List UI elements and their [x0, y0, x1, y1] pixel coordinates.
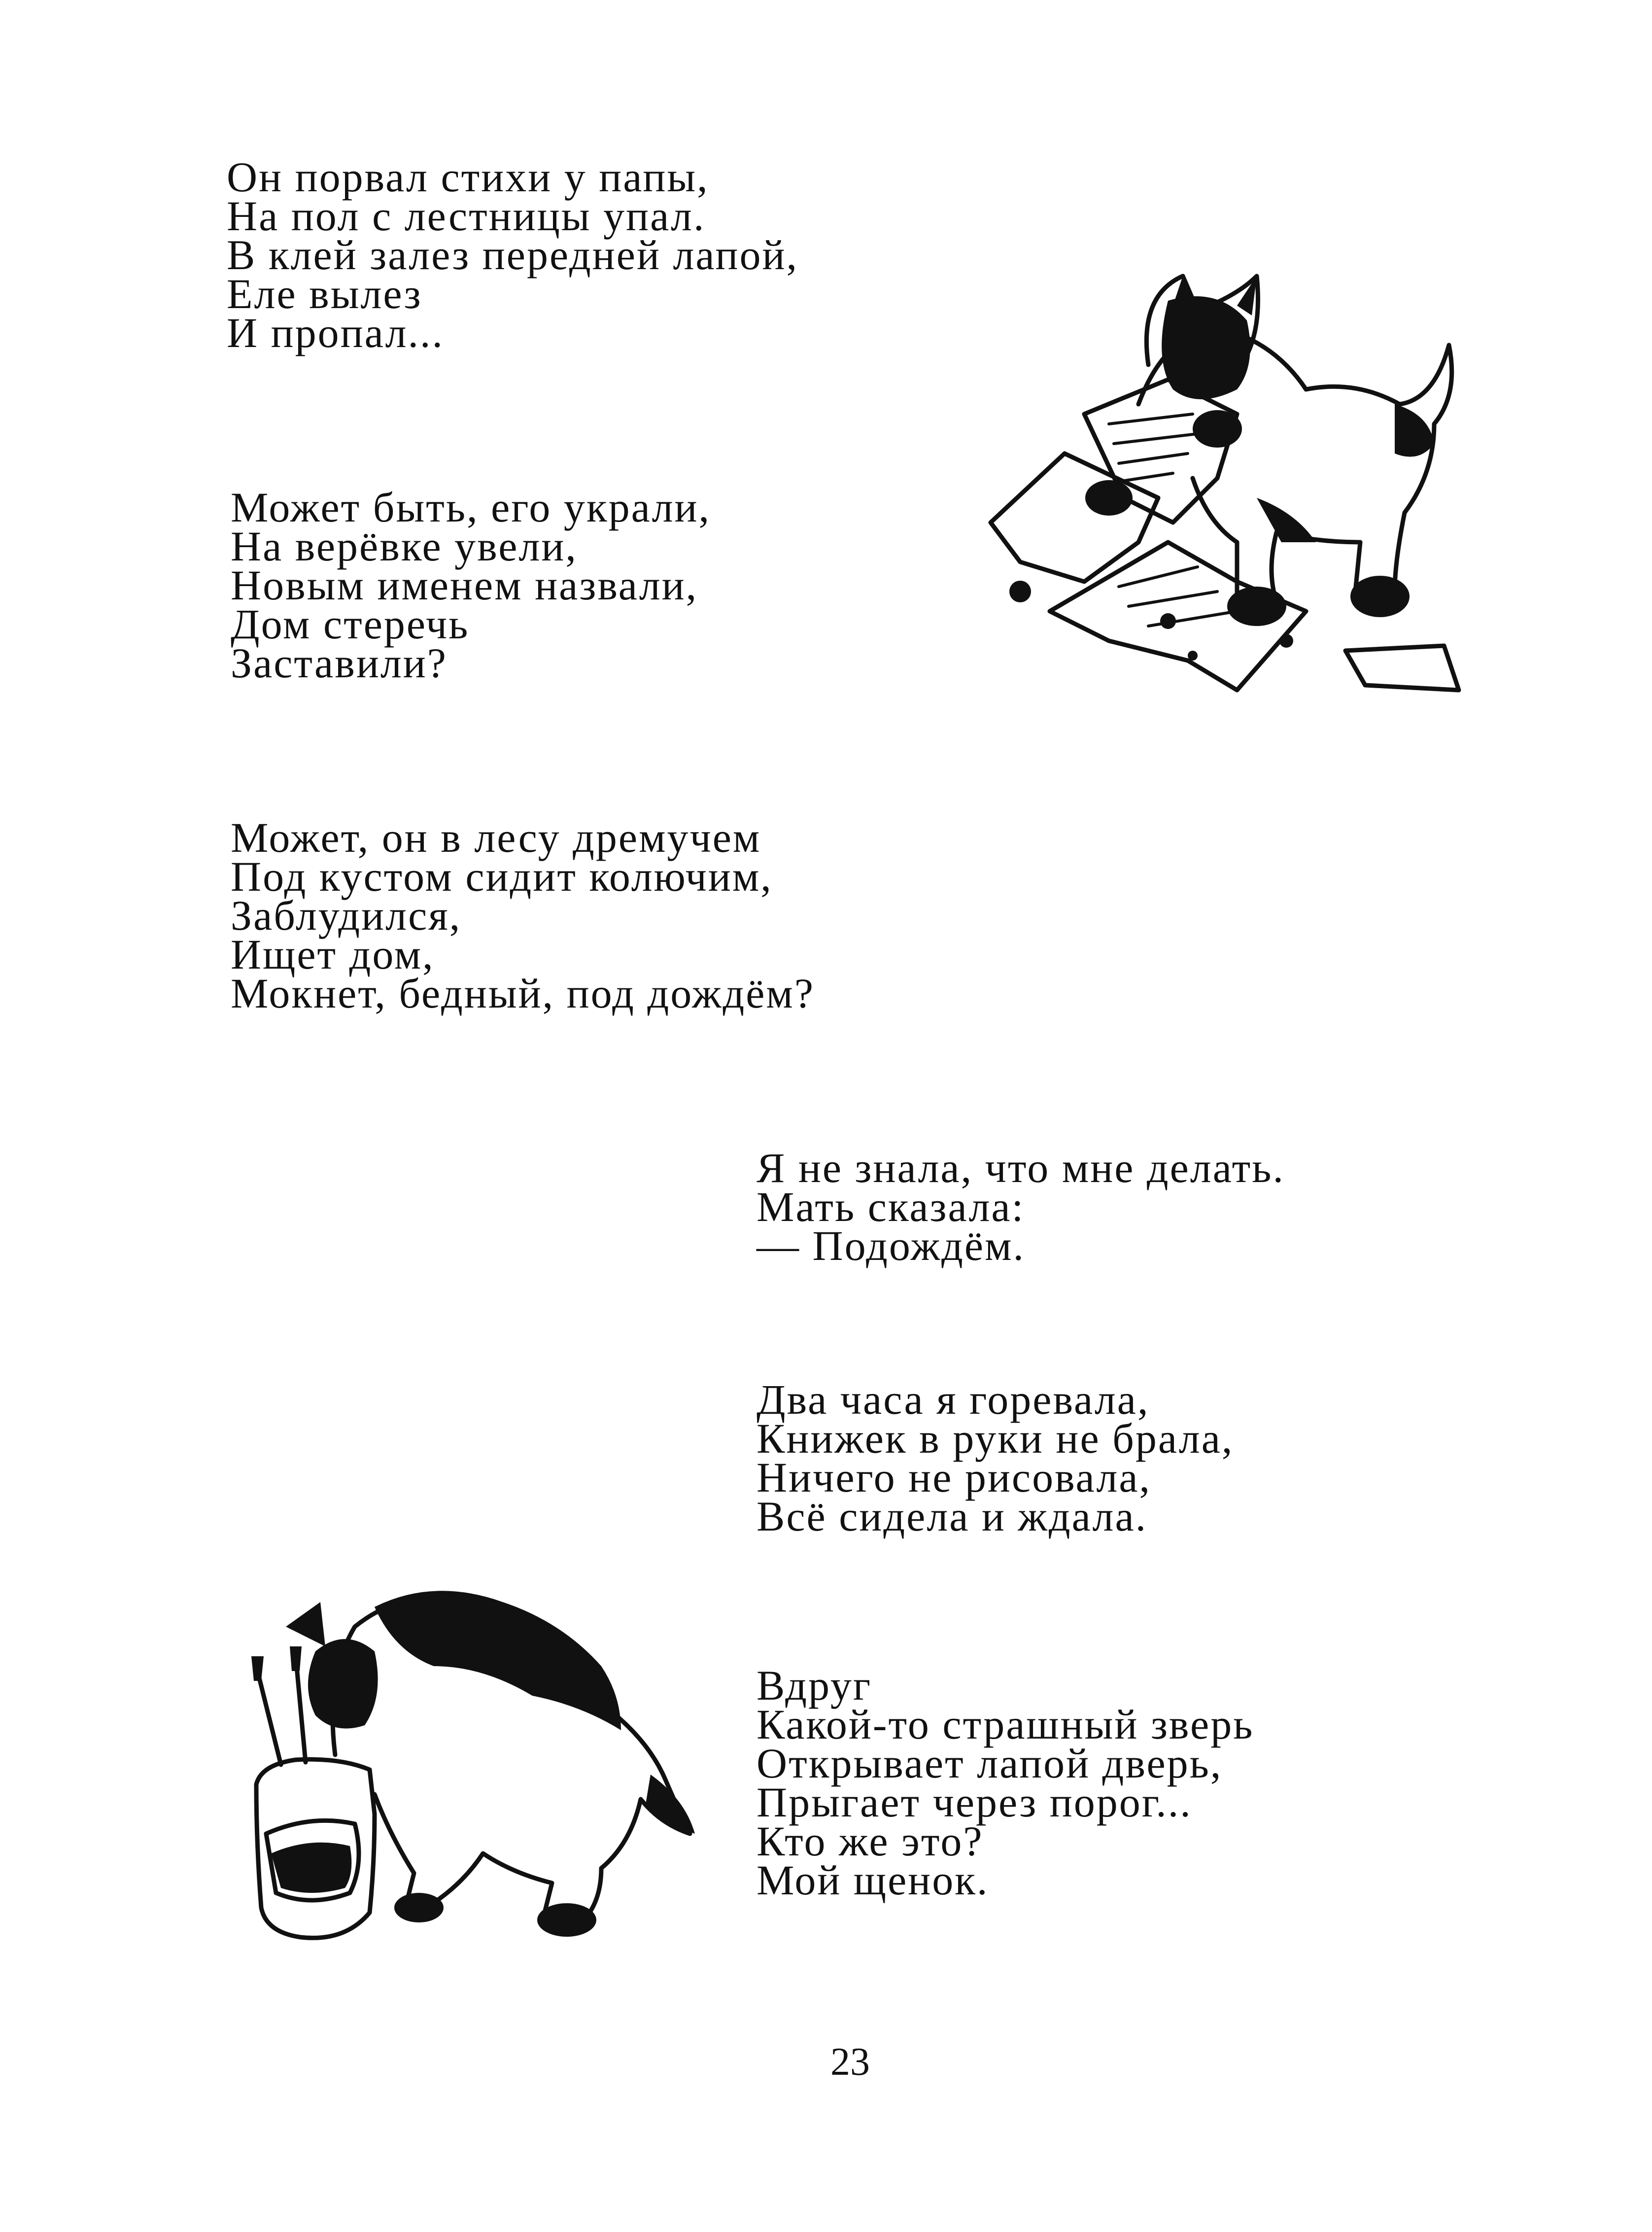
verse-line: На верёвке увели,: [231, 523, 578, 570]
verse-line: Мой щенок.: [757, 1856, 989, 1904]
verse-line: Он порвал стихи у папы,: [227, 153, 709, 201]
verse-line: Книжек в руки не брала,: [757, 1415, 1234, 1462]
puppy-jar-icon: [227, 1568, 700, 1991]
verse-line: Новым именем назвали,: [231, 561, 698, 609]
verse-line: — Подождём.: [757, 1222, 1026, 1269]
stanza-1: [227, 153, 798, 356]
verse-line: Прыгает через порог...: [757, 1779, 1192, 1826]
page-number: 23: [830, 2040, 870, 2084]
verse-line: В клей залез передней лапой,: [227, 231, 798, 279]
verse-line: Дом стеречь: [231, 600, 470, 648]
verse-line: Мокнет, бедный, под дождём?: [231, 970, 815, 1017]
stanza-3: [231, 814, 815, 1017]
puppy-tearing-papers-illustration: [961, 266, 1483, 710]
verse-line: И пропал...: [227, 309, 444, 356]
verse-line: Два часа я горевала,: [757, 1376, 1150, 1423]
stanza-2: [231, 484, 711, 687]
verse-line: Всё сидела и ждала.: [757, 1493, 1148, 1540]
puppy-with-glue-jar-illustration: [227, 1568, 700, 1991]
verse-line: Мать сказала:: [757, 1183, 1025, 1230]
verse-line: Какой-то страшный зверь: [757, 1701, 1254, 1748]
verse-line: Ничего не рисовала,: [757, 1454, 1152, 1501]
verse-line: Еле вылез: [227, 270, 422, 317]
verse-line: Кто же это?: [757, 1817, 984, 1865]
verse-line: Заставили?: [231, 639, 447, 687]
stanza-5: [757, 1376, 1234, 1540]
verse-line: Может, он в лесу дремучем: [231, 814, 761, 861]
stanza-4: [757, 1144, 1285, 1269]
verse-line: Вдруг: [757, 1662, 872, 1709]
verse-line: Заблудился,: [231, 892, 462, 939]
verse-line: Может быть, его украли,: [231, 484, 711, 531]
verse-line: Открывает лапой дверь,: [757, 1740, 1223, 1787]
puppy-icon: [961, 266, 1483, 710]
verse-line: Под кустом сидит колючим,: [231, 853, 773, 900]
verse-line: На пол с лестницы упал.: [227, 192, 706, 240]
verse-line: Ищет дом,: [231, 931, 435, 978]
stanza-6: [757, 1662, 1254, 1904]
verse-line: Я не знала, что мне делать.: [757, 1144, 1285, 1191]
